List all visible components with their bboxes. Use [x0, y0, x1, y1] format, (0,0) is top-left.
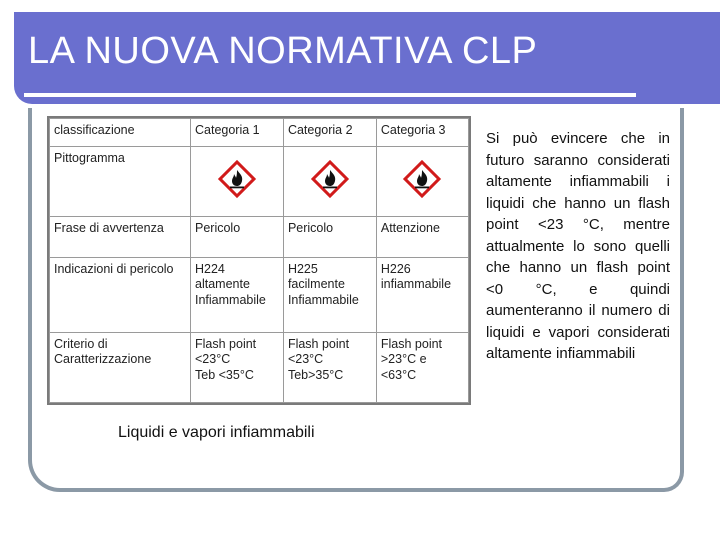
cell-line: >23°C e	[380, 352, 427, 367]
clp-classification-table	[47, 116, 471, 405]
flame-hazard-icon	[402, 159, 442, 199]
cell-line: Infiammabile	[287, 293, 359, 308]
table-cell	[376, 257, 468, 332]
cell-line: <23°C	[287, 352, 324, 367]
title-underline-accent	[24, 99, 636, 102]
table-cell	[191, 332, 284, 403]
cell-line: altamente	[195, 277, 250, 292]
explanation-text: Si può evincere che in futuro saranno considerati altamente infiammabili i liquidi che hanno un flash point <23 °C, mentre attualmente lo sono quelli che hanno un flash point <0 °C, e quindi aumenteranno il numero di liquidi e vapori considerati altamente infiammabili	[486, 130, 670, 362]
cell-line: H225	[287, 261, 318, 276]
table-row-pictogram	[50, 146, 469, 216]
flame-hazard-icon	[217, 159, 257, 199]
table-row-criteria	[50, 332, 469, 403]
table-cell	[376, 332, 468, 403]
table-cell: Pericolo	[283, 217, 376, 258]
cell-line: Teb>35°C	[287, 367, 344, 382]
cell-line: <23°C	[195, 352, 231, 367]
table-cell	[191, 257, 284, 332]
table-cell	[283, 332, 376, 403]
table-header-cell: Categoria 3	[376, 119, 468, 147]
title-underline	[24, 93, 636, 97]
cell-line: Infiammabile	[195, 293, 266, 308]
cell-line: H224	[195, 261, 225, 276]
row-label-line: Caratterizzazione	[54, 352, 152, 367]
table-cell	[283, 257, 376, 332]
row-label: Indicazioni di pericolo	[50, 257, 191, 332]
pictogram-cell	[283, 146, 376, 216]
table-cell: Pericolo	[191, 217, 284, 258]
row-label	[50, 332, 191, 403]
table-header-cell: classificazione	[50, 119, 191, 147]
table-cell: Attenzione	[376, 217, 468, 258]
cell-line: infiammabile	[380, 277, 452, 292]
row-label: Frase di avvertenza	[50, 217, 191, 258]
table-row-signal-word	[50, 217, 469, 258]
row-label: Pittogramma	[50, 146, 191, 216]
cell-line: Flash point	[287, 336, 350, 351]
cell-line: <63°C	[380, 367, 417, 382]
table-header-row	[50, 119, 469, 147]
slide-title: LA NUOVA NORMATIVA CLP	[28, 30, 538, 72]
table-caption: Liquidi e vapori infiammabili	[118, 424, 315, 441]
pictogram-cell	[376, 146, 468, 216]
cell-line: Flash point	[380, 336, 443, 351]
table-header-cell: Categoria 1	[191, 119, 284, 147]
cell-line: facilmente	[287, 277, 345, 292]
cell-line: Teb <35°C	[195, 367, 254, 382]
flame-hazard-icon	[310, 159, 350, 199]
row-label-line: Criterio di	[54, 336, 108, 351]
pictogram-cell	[191, 146, 284, 216]
cell-line: H226	[380, 261, 411, 276]
table-header-cell: Categoria 2	[283, 119, 376, 147]
table-row-hazard-statements	[50, 257, 469, 332]
cell-line: Flash point	[195, 336, 257, 351]
